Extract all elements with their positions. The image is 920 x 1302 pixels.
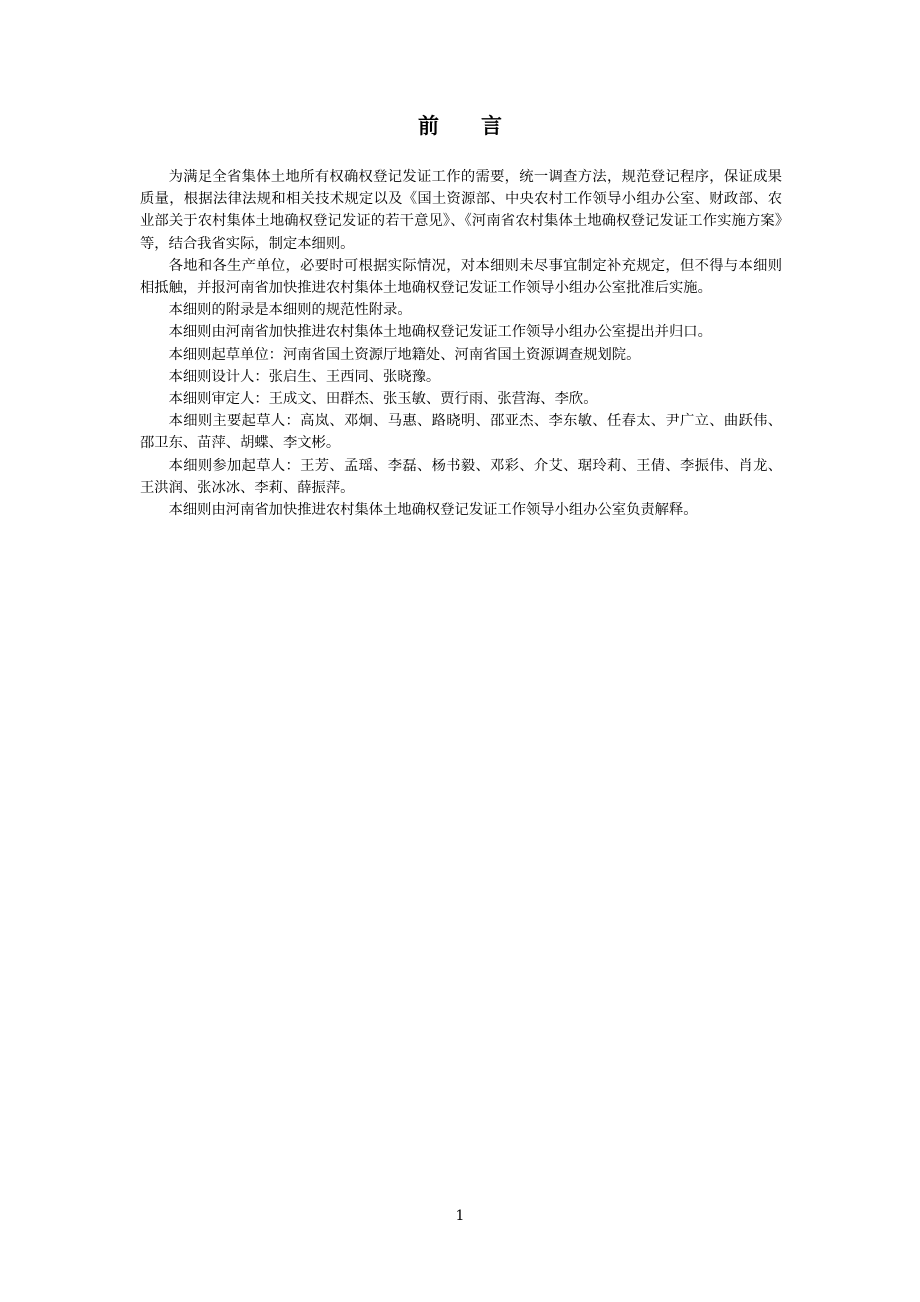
paragraph-interpretation: 本细则由河南省加快推进农村集体土地确权登记发证工作领导小组办公室负责解释。 xyxy=(168,502,698,519)
paragraph-purpose: 为满足全省集体土地所有权确权登记发证工作的需要，统一调查方法，规范登记程序，保证成果质量，根据法律法规和相关技术规定以及《国土资源部、中央农村工作领导小组办公室、财政部、农业部关于农村集体土地确权登记发证的若干意见》、《河南省农村集体土地确权登记发证工作实施方案》等，结合我省实际，制定本细则。 xyxy=(140,169,782,252)
page-number: 1 xyxy=(455,1208,465,1224)
paragraph-drafting-units: 本细则起草单位：河南省国土资源厅地籍处、河南省国土资源调查规划院。 xyxy=(168,346,641,363)
page-title: 前 言 xyxy=(418,113,502,138)
paragraph-proposer: 本细则由河南省加快推进农村集体土地确权登记发证工作领导小组办公室提出并归口。 xyxy=(168,324,712,341)
paragraph-supplementary-rules: 各地和各生产单位，必要时可根据实际情况，对本细则未尽事宜制定补充规定，但不得与本细则相抵触，并报河南省加快推进农村集体土地确权登记发证工作领导小组办公室批准后实施。 xyxy=(140,257,782,297)
paragraph-contributing-drafters: 本细则参加起草人：王芳、孟瑶、李磊、杨书毅、邓彩、介艾、琚玲莉、王倩、李振伟、肖龙、王洪润、张冰冰、李莉、薛振萍。 xyxy=(140,457,782,496)
paragraph-reviewers: 本细则审定人：王成文、田群杰、张玉敏、贾行雨、张营海、李欣。 xyxy=(168,391,598,408)
paragraph-designers: 本细则设计人：张启生、王西同、张晓豫。 xyxy=(168,368,441,385)
paragraph-appendix: 本细则的附录是本细则的规范性附录。 xyxy=(168,302,412,319)
paragraph-main-drafters: 本细则主要起草人：高岚、邓炯、马惠、路晓明、邵亚杰、李东敏、任春太、尹广立、曲跃伟、邵卫东、苗萍、胡蝶、李文彬。 xyxy=(140,413,782,452)
preface-body xyxy=(140,166,782,521)
